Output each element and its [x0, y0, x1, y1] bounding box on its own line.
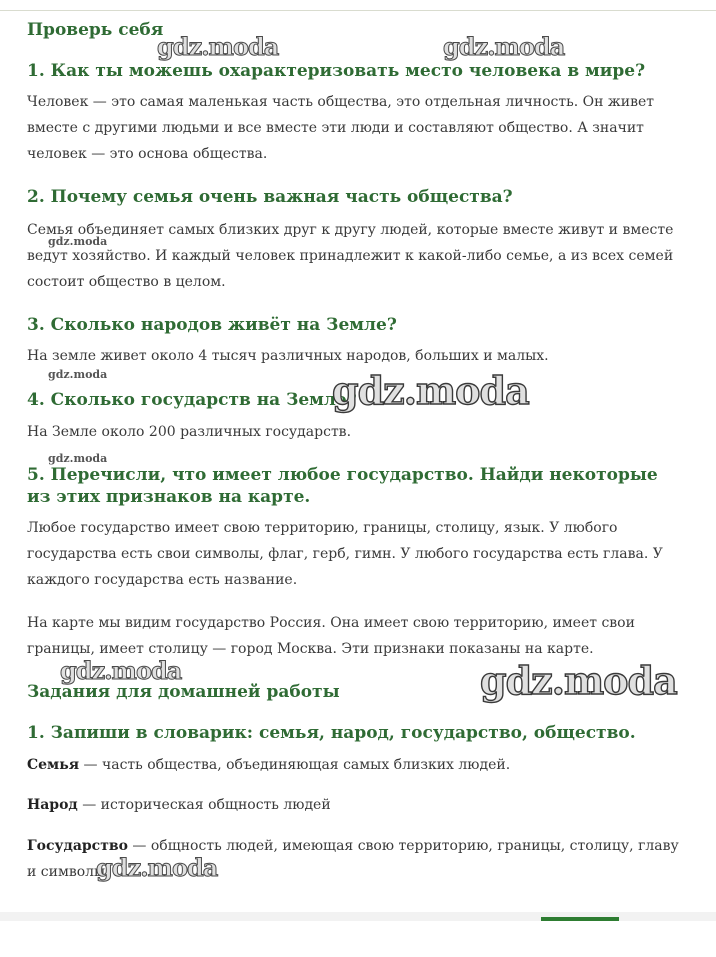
watermark: gdz.moda [480, 658, 677, 703]
watermark: gdz.moda [48, 235, 108, 248]
question-1: 1. Как ты можешь охарактеризовать место человека в мире? [27, 61, 646, 81]
answer-2: Семья объединяет самых близких друг к другу людей, которые вместе живут и вместе ведут хозяйство. И каждый человек принадлежит к какой-либо семье, а из всех семей состоит общество в целом. [27, 222, 674, 290]
watermark: gdz.moda [60, 656, 182, 685]
watermark: gdz.moda [332, 368, 529, 413]
watermark: gdz.moda [443, 32, 565, 61]
question-3: 3. Сколько народов живёт на Земле? [27, 315, 397, 335]
answer-5-part-2: На карте мы видим государство Россия. Она имеет свою территорию, имеет свои границы, имеет столицу — город Москва. Эти признаки показаны на карте. [27, 615, 635, 657]
watermark: gdz.moda [96, 853, 218, 882]
term-people [27, 792, 692, 818]
question-2: 2. Почему семья очень важная часть общества? [27, 187, 513, 207]
term-definition: — общность людей, имеющая свою территорию, границы, столицу, главу и символы. [27, 838, 679, 880]
watermark: gdz.moda [157, 32, 279, 61]
term-label: Народ [27, 797, 78, 813]
homework-question-1: 1. Запиши в словарик: семья, народ, государство, общество. [27, 723, 636, 743]
section-title-check: Проверь себя [27, 20, 164, 40]
term-family [27, 752, 692, 778]
top-divider [0, 10, 716, 11]
section-title-homework: Задания для домашней работы [27, 682, 340, 702]
answer-1: Человек — это самая маленькая часть общества, это отдельная личность. Он живет вместе с другими людьми и все вместе эти люди и составляют общество. А значит человек — это основа общества. [27, 94, 655, 162]
watermark: gdz.moda [48, 368, 108, 381]
term-label: Государство [27, 838, 128, 854]
answer-3: На земле живет около 4 тысяч различных народов, больших и малых. [27, 348, 549, 364]
question-4: 4. Сколько государств на Земле? [27, 390, 357, 410]
term-definition: — часть общества, объединяющая самых близких людей. [79, 757, 511, 773]
bottom-accent [541, 917, 619, 921]
answer-4: На Земле около 200 различных государств. [27, 424, 352, 440]
question-5: 5. Перечисли, что имеет любое государство. Найди некоторые из этих признаков на карте. [27, 465, 658, 507]
answer-5-part-1: Любое государство имеет свою территорию, границы, столицу, язык. У любого государства есть свои символы, флаг, герб, гимн. У любого государства есть глава. У каждого государства есть название. [27, 520, 663, 588]
term-label: Семья [27, 757, 80, 773]
term-definition: — историческая общность людей [77, 797, 331, 813]
watermark: gdz.moda [48, 452, 108, 465]
